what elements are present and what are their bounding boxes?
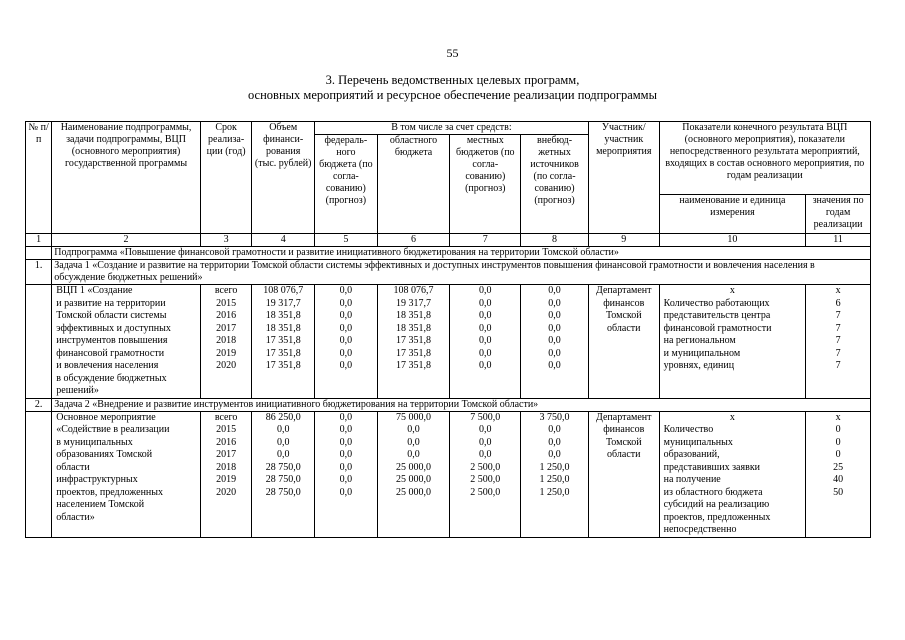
page-number: 55 — [446, 46, 459, 60]
header-participant: Участник/ участник мероприятия — [588, 122, 659, 234]
subprogram-title: Подпрограмма «Повышение финансовой грамотности и развитие инициативного бюджетирования на территории Томской области» — [52, 247, 871, 260]
task1-row — [26, 260, 871, 285]
col-number: 4 — [252, 234, 315, 247]
task1-regional: 108 076,7 19 317,7 18 351,8 18 351,8 17 351,8 17 351,8 17 351,8 — [377, 285, 450, 399]
task2-row — [26, 398, 871, 411]
header-regional: областного бюджета — [377, 135, 450, 234]
task2-federal: 0,0 0,0 0,0 0,0 0,0 0,0 0,0 — [315, 411, 378, 537]
col-number: 11 — [806, 234, 871, 247]
task1-indicator-name: х Количество работающих представительств центра финансовой грамотности на региональном и муниципальном уровнях, единиц — [659, 285, 806, 399]
header-indicators: Показатели конечного результата ВЦП (основного мероприятия), показатели непосредственного результата мероприятий, входящих в состав основного мероприятия, по годам реализации — [659, 122, 870, 195]
task1-years: всего 2015 2016 2017 2018 2019 2020 — [200, 285, 252, 399]
col-number: 9 — [588, 234, 659, 247]
header-incl: В том числе за счет средств: — [315, 122, 589, 135]
task1-volume: 108 076,7 19 317,7 18 351,8 18 351,8 17 351,8 17 351,8 17 351,8 — [252, 285, 315, 399]
header-extra: внебюд-жетных источников (по согла-сованию) (прогноз) — [521, 135, 589, 234]
header-ind-name: наименование и единица измерения — [659, 195, 806, 234]
column-numbers-row — [26, 234, 871, 247]
col-number: 1 — [26, 234, 52, 247]
task2-years: всего 2015 2016 2017 2018 2019 2020 — [200, 411, 252, 537]
col-number: 2 — [52, 234, 201, 247]
header-name: Наименование подпрограммы, задачи подпрограммы, ВЦП (основного мероприятия) государственной программы — [52, 122, 201, 234]
title-line-1: 3. Перечень ведомственных целевых программ, — [325, 73, 580, 87]
header-ind-values: значения по годам реализации — [806, 195, 871, 234]
col-number: 10 — [659, 234, 806, 247]
task2-indicator-name: х Количество муниципальных образований, представивших заявки на получение из областного бюджета субсидий на реализацию проектов, предложенных непосредственно — [659, 411, 806, 537]
task1-title: Задача 1 «Создание и развитие на территории Томской области системы эффективных и доступных инструментов повышения финансовой грамотности и вовлечения населения в обсуждение бюджетных решений» — [52, 260, 871, 285]
task2-program-name: Основное мероприятие «Содействие в реализации в муниципальных образованиях Томской области инфраструктурных проектов, предложенных населением Томской области» — [52, 411, 201, 537]
header-volume: Объем финанси-рования (тыс. рублей) — [252, 122, 315, 234]
task2-num: 2. — [26, 398, 52, 411]
task2-indicator-values: х 0 0 0 25 40 50 — [806, 411, 871, 537]
task2-title: Задача 2 «Внедрение и развитие инструментов инициативного бюджетирования на территории Томской области» — [52, 398, 871, 411]
header-local: местных бюджетов (по согла-сованию) (прогноз) — [450, 135, 521, 234]
header-row-1 — [26, 122, 871, 135]
document-title — [0, 73, 905, 103]
task1-federal: 0,0 0,0 0,0 0,0 0,0 0,0 0,0 — [315, 285, 378, 399]
task1-indicator-values: х 6 7 7 7 7 7 — [806, 285, 871, 399]
col-number: 5 — [315, 234, 378, 247]
task2-participant: Департамент финансов Томской области — [588, 411, 659, 537]
task2-volume: 86 250,0 0,0 0,0 0,0 28 750,0 28 750,0 28 750,0 — [252, 411, 315, 537]
task2-data-row — [26, 411, 871, 537]
task2-extra: 3 750,0 0,0 0,0 0,0 1 250,0 1 250,0 1 250,0 — [521, 411, 589, 537]
header-term: Срок реализа-ции (год) — [200, 122, 252, 234]
task1-data-row — [26, 285, 871, 399]
subprogram-row — [26, 247, 871, 260]
header-federal: федераль-ного бюджета (по согла-сованию) (прогноз) — [315, 135, 378, 234]
col-number: 6 — [377, 234, 450, 247]
task2-regional: 75 000,0 0,0 0,0 0,0 25 000,0 25 000,0 25 000,0 — [377, 411, 450, 537]
col-number: 7 — [450, 234, 521, 247]
title-line-2: основных мероприятий и ресурсное обеспечение реализации подпрограммы — [248, 88, 657, 102]
task1-program-name: ВЦП 1 «Создание и развитие на территории Томской области системы эффективных и доступных инструментов повышения финансовой грамотности и вовлечения населения в обсуждение бюджетных решений» — [52, 285, 201, 399]
task1-local: 0,0 0,0 0,0 0,0 0,0 0,0 0,0 — [450, 285, 521, 399]
col-number: 3 — [200, 234, 252, 247]
programs-table — [25, 121, 871, 538]
task1-num: 1. — [26, 260, 52, 285]
col-number: 8 — [521, 234, 589, 247]
task1-participant: Департамент финансов Томской области — [588, 285, 659, 399]
task2-local: 7 500,0 0,0 0,0 0,0 2 500,0 2 500,0 2 500,0 — [450, 411, 521, 537]
task1-extra: 0,0 0,0 0,0 0,0 0,0 0,0 0,0 — [521, 285, 589, 399]
header-num: № п/п — [26, 122, 52, 234]
